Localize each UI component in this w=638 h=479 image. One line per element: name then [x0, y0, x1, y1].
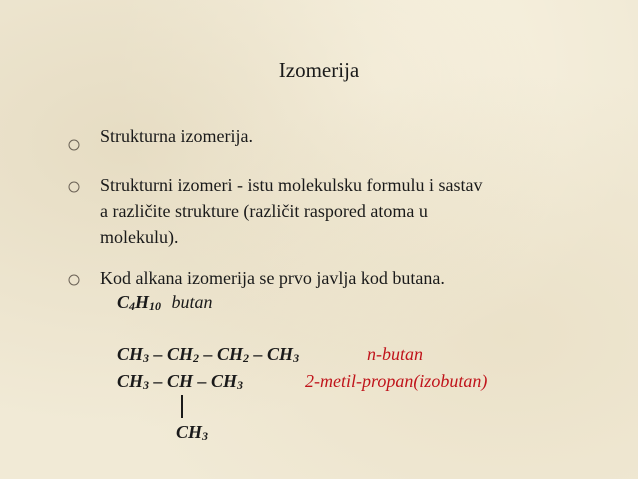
- formula-h-sub: 10: [149, 299, 162, 313]
- izobutan-label: 2-metil-propan(izobutan): [305, 371, 488, 391]
- bullet-text-2-line-3: molekulu).: [100, 227, 179, 247]
- methyl-branch: [176, 422, 208, 443]
- bullet-text-1: Strukturna izomerija.: [100, 126, 253, 146]
- formula-c: C: [117, 292, 130, 312]
- chain1-part: – CH: [199, 344, 244, 364]
- bullet-text-2-line-1: Strukturni izomeri - istu molekulsku formulu i sastav: [100, 175, 483, 195]
- chain2-sub: 3: [237, 378, 244, 392]
- branch-sub: 3: [202, 429, 209, 443]
- bullet-text-3: Kod alkana izomerija se prvo javlja kod butana.: [100, 268, 445, 288]
- chain1-sub: 2: [193, 351, 200, 365]
- chain1-sub: 3: [143, 351, 150, 365]
- formula-name: butan: [171, 292, 213, 312]
- izobutan-structure: [117, 371, 243, 392]
- hollow-circle-icon: [67, 180, 81, 194]
- chain1-part: – CH: [249, 344, 294, 364]
- slide-title: Izomerija: [278, 58, 360, 82]
- formula-c-sub: 4: [129, 299, 136, 313]
- chain2-part: CH: [117, 371, 144, 391]
- formula-h: H: [135, 292, 150, 312]
- hollow-circle-icon: [67, 273, 81, 287]
- chain2-sub: 3: [143, 378, 150, 392]
- chain2-part: – CH – CH: [149, 371, 238, 391]
- chain1-sub: 2: [243, 351, 250, 365]
- hollow-circle-icon: [67, 138, 81, 152]
- chain1-sub: 3: [293, 351, 300, 365]
- chain1-part: CH: [117, 344, 144, 364]
- n-butan-label: n-butan: [367, 344, 423, 364]
- molecular-formula: [117, 292, 213, 313]
- branch-bond: [181, 395, 183, 418]
- bullet-text-2-line-2: a različite strukture (različit raspored atoma u: [100, 201, 428, 221]
- n-butan-structure: [117, 344, 299, 365]
- branch-part: CH: [176, 422, 203, 442]
- chain1-part: – CH: [149, 344, 194, 364]
